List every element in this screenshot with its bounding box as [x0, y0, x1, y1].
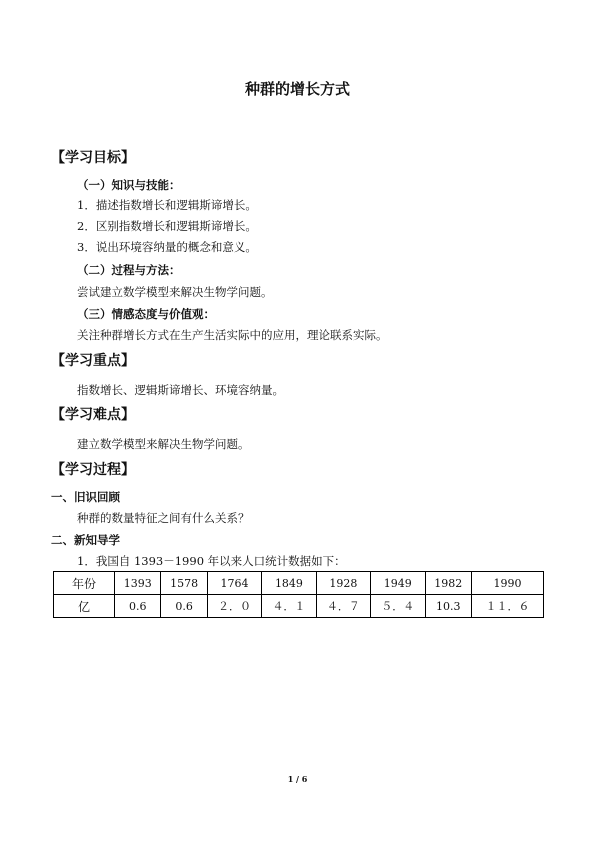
goals-heading: 【学习目标】: [51, 150, 135, 166]
knowledge-skills-subheading: （一）知识与技能：: [77, 178, 181, 192]
table-cell: 1578: [161, 572, 207, 595]
table-cell: 1393: [115, 572, 161, 595]
goal-item: 3．说出环境容纳量的概念和意义。: [77, 240, 257, 254]
table-cell: 1764: [207, 572, 261, 595]
table-cell: 1849: [262, 572, 316, 595]
table-cell: 0.6: [161, 595, 207, 618]
difficulties-text: 建立数学模型来解决生物学问题。: [77, 437, 250, 451]
goal-item: 2．区别指数增长和逻辑斯谛增长。: [77, 219, 257, 233]
table-row: [54, 572, 544, 595]
table-cell: 年份: [54, 572, 115, 595]
table-cell: ２．０: [207, 595, 261, 618]
keypoints-heading: 【学习重点】: [51, 353, 135, 369]
table-cell: ４．７: [316, 595, 370, 618]
population-table: [53, 571, 544, 618]
table-cell: 1949: [371, 572, 425, 595]
page-title: 种群的增长方式: [244, 80, 350, 98]
process-method-subheading: （二）过程与方法：: [77, 263, 181, 277]
attitude-text: 关注种群增长方式在生产生活实际中的应用，理论联系实际。: [77, 328, 388, 342]
process-heading: 【学习过程】: [51, 462, 135, 478]
new-knowledge-heading: 二、新知导学: [51, 533, 120, 547]
table-cell: ４．１: [262, 595, 316, 618]
table-cell: 1990: [471, 572, 543, 595]
attitude-subheading: （三）情感态度与价值观：: [77, 307, 215, 321]
table-row: [54, 595, 544, 618]
table-cell: ５．４: [371, 595, 425, 618]
goal-item: 1．描述指数增长和逻辑斯谛增长。: [77, 198, 257, 212]
table-cell: 1982: [425, 572, 471, 595]
difficulties-heading: 【学习难点】: [51, 407, 135, 423]
page-number: 1 / 6: [287, 774, 308, 784]
table-cell: 亿: [54, 595, 115, 618]
table-cell: 0.6: [115, 595, 161, 618]
review-text: 种群的数量特征之间有什么关系？: [77, 511, 250, 525]
table-cell: 1928: [316, 572, 370, 595]
table-cell: １１．６: [471, 595, 543, 618]
review-heading: 一、旧识回顾: [51, 490, 120, 504]
process-method-text: 尝试建立数学模型来解决生物学问题。: [77, 285, 273, 299]
keypoints-text: 指数增长、逻辑斯谛增长、环境容纳量。: [77, 383, 284, 397]
table-cell: 10.3: [425, 595, 471, 618]
new-knowledge-item: 1．我国自 1393－1990 年以来人口统计数据如下：: [77, 554, 346, 568]
